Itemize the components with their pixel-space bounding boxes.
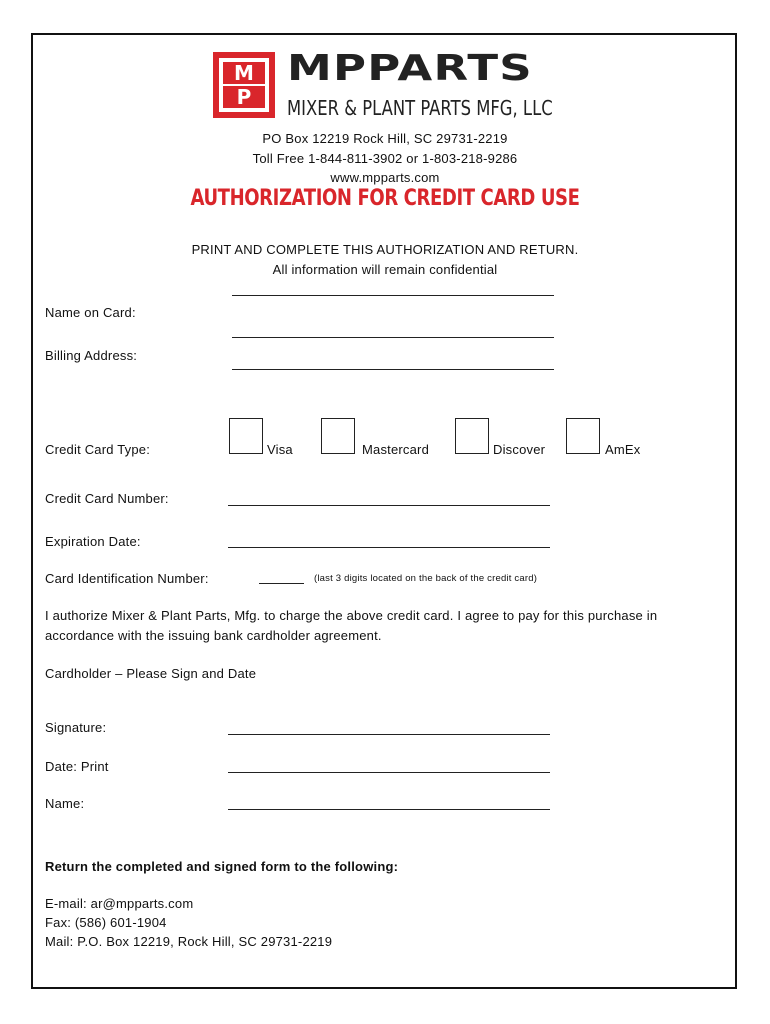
mastercard-checkbox[interactable] xyxy=(321,418,355,454)
card-type-label: Credit Card Type: xyxy=(45,442,151,457)
date-field[interactable] xyxy=(228,772,550,773)
amex-checkbox[interactable] xyxy=(566,418,600,454)
instruction-line-1: PRINT AND COMPLETE THIS AUTHORIZATION AND RETURN. xyxy=(191,242,579,257)
company-website: www.mpparts.com xyxy=(330,170,440,185)
amex-label: AmEx xyxy=(605,442,641,457)
form-title: AUTHORIZATION FOR CREDIT CARD USE xyxy=(190,186,580,211)
expiration-label: Expiration Date: xyxy=(45,534,141,549)
visa-label: Visa xyxy=(267,442,293,457)
authorization-line-1: I authorize Mixer & Plant Parts, Mfg. to charge the above credit card. I agree to pay for this purchase in xyxy=(45,608,658,623)
brand-subtitle: MIXER & PLANT PARTS MFG, LLC xyxy=(287,96,553,120)
discover-label: Discover xyxy=(493,442,546,457)
instruction-underline xyxy=(232,295,554,296)
billing-address-field[interactable] xyxy=(232,369,554,370)
mastercard-label: Mastercard xyxy=(362,442,430,457)
authorization-line-2: accordance with the issuing bank cardholder agreement. xyxy=(45,628,382,643)
name-on-card-field[interactable] xyxy=(232,337,554,338)
print-name-field[interactable] xyxy=(228,809,550,810)
return-heading: Return the completed and signed form to the following: xyxy=(45,859,399,874)
billing-address-label: Billing Address: xyxy=(45,348,138,363)
cid-note: (last 3 digits located on the back of the credit card) xyxy=(314,573,538,584)
return-fax: Fax: (586) 601-1904 xyxy=(45,915,167,930)
cid-label: Card Identification Number: xyxy=(45,571,209,586)
cid-field[interactable] xyxy=(259,583,304,584)
signature-heading: Cardholder – Please Sign and Date xyxy=(45,666,257,681)
company-address: PO Box 12219 Rock Hill, SC 29731-2219 xyxy=(262,131,508,146)
company-phone: Toll Free 1-844-811-3902 or 1-803-218-9286 xyxy=(252,151,518,166)
svg-text:P: P xyxy=(236,85,252,109)
company-logo xyxy=(213,52,275,118)
svg-text:M: M xyxy=(234,61,254,85)
name-on-card-label: Name on Card: xyxy=(45,305,136,320)
expiration-field[interactable] xyxy=(228,547,550,548)
date-print-label: Date: Print xyxy=(45,759,109,774)
instruction-line-2: All information will remain confidential xyxy=(272,262,498,277)
name-label: Name: xyxy=(45,796,85,811)
signature-field[interactable] xyxy=(228,734,550,735)
return-email: E-mail: ar@mpparts.com xyxy=(45,896,194,911)
card-number-field[interactable] xyxy=(228,505,550,506)
visa-checkbox[interactable] xyxy=(229,418,263,454)
card-number-label: Credit Card Number: xyxy=(45,491,169,506)
return-mail: Mail: P.O. Box 12219, Rock Hill, SC 29731-2219 xyxy=(45,934,333,949)
signature-label: Signature: xyxy=(45,720,107,735)
discover-checkbox[interactable] xyxy=(455,418,489,454)
brand-name: MPPARTS xyxy=(287,48,533,89)
